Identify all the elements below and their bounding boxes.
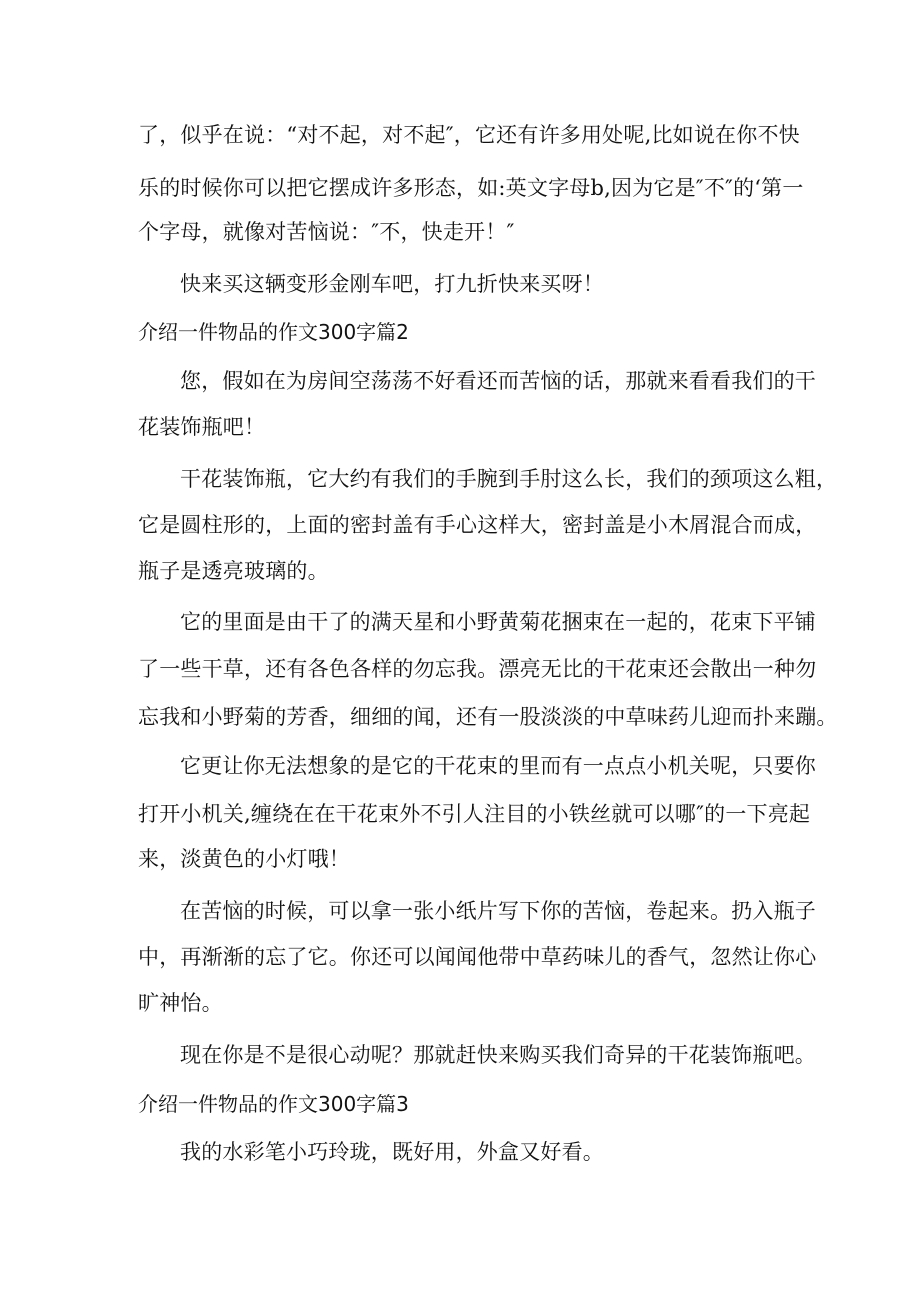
paragraph-line: 干花装饰瓶，它大约有我们的手腕到手肘这么长，我们的颈项这么粗，: [180, 467, 838, 491]
paragraph-line: 现在你是不是很心动呢？那就赶快来购买我们奇异的干花装饰瓶吧。: [180, 1043, 816, 1067]
paragraph-line: 来，淡黄色的小灯哦！: [138, 847, 350, 871]
paragraph-line: 您，假如在为房间空荡荡不好看还而苦恼的话，那就来看看我们的干: [180, 369, 816, 393]
paragraph-line: 它是圆柱形的，上面的密封盖有手心这样大，密封盖是小木屑混合而成，: [138, 513, 817, 537]
paragraph-line: 个字母，就像对苦恼说：″不，快走开！″: [138, 220, 515, 244]
paragraph-line: 我的水彩笔小巧玲珑，既好用，外盒又好看。: [180, 1140, 604, 1164]
paragraph-line: 花装饰瓶吧！: [138, 415, 266, 439]
section-heading-3: 介绍一件物品的作文300字篇3: [138, 1092, 409, 1116]
paragraph-buy: 快来买这辆变形金刚车吧，打九折快来买呀！: [180, 272, 604, 296]
paragraph-line: 它的里面是由干了的满天星和小野黄菊花捆束在一起的，花束下平铺: [180, 610, 816, 634]
paragraph-line: 它更让你无法想象的是它的干花束的里而有一点点小机关呢，只要你: [180, 754, 816, 778]
paragraph-line: 在苦恼的时候，可以拿一张小纸片写下你的苦恼，卷起来。扔入瓶子: [180, 899, 816, 923]
paragraph-line: 中，再渐渐的忘了它。你还可以闻闻他带中草药味儿的香气，忽然让你心: [138, 945, 817, 969]
paragraph-line: 乐的时候你可以把它摆成许多形态，如:英文字母b,因为它是″不″的‘第一: [138, 176, 804, 200]
paragraph-line: 旷神怡。: [138, 991, 223, 1015]
paragraph-line: 了，似乎在说：“对不起，对不起″，它还有许多用处呢,比如说在你不快: [138, 123, 800, 147]
paragraph-line: 瓶子是透亮玻璃的。: [138, 559, 329, 583]
paragraph-line: 打开小机关,缠绕在在干花束外不引人注目的小铁丝就可以哪″的一下亮起: [138, 802, 811, 826]
section-heading-2: 介绍一件物品的作文300字篇2: [138, 320, 409, 344]
paragraph-line: 了一些干草，还有各色各样的勿忘我。漂亮无比的干花束还会散出一种勿: [138, 657, 817, 681]
paragraph-line: 忘我和小野菊的芳香，细细的闻，还有一股淡淡的中草味药儿迎而扑来蹦。: [138, 705, 838, 729]
